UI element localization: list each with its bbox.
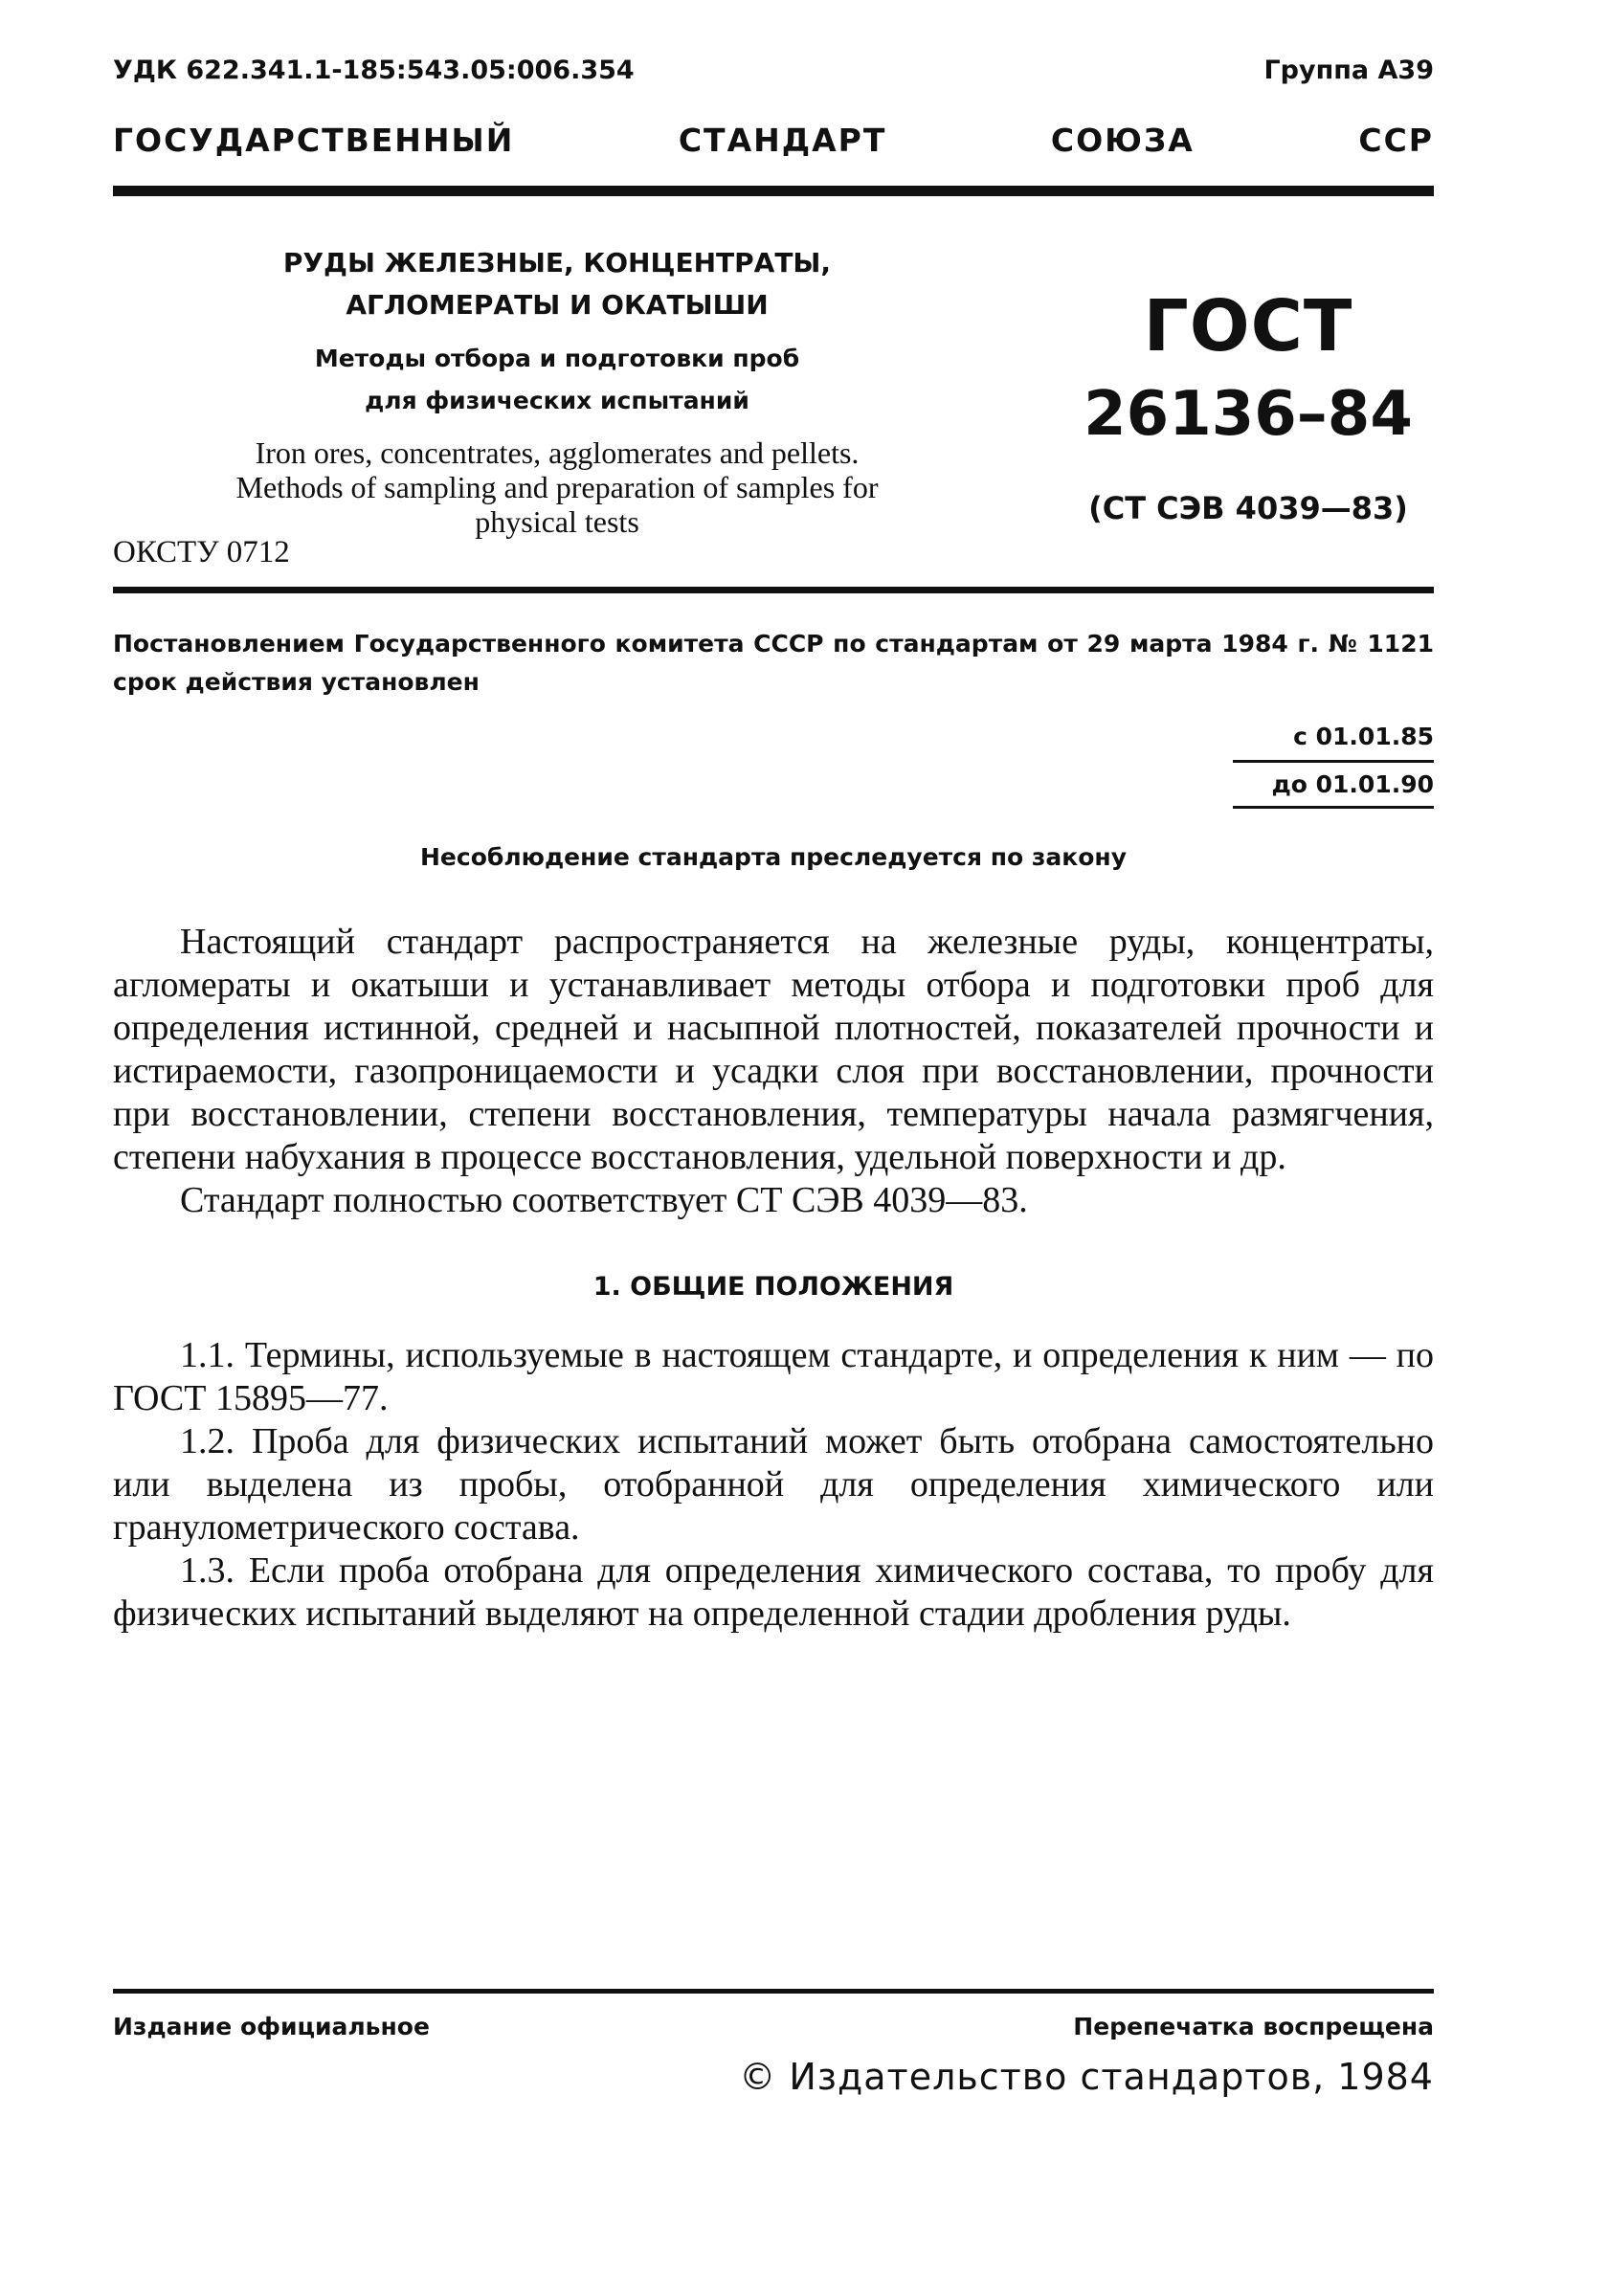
page-footer [113, 1989, 1434, 2098]
intro-paragraph-1: Настоящий стандарт распространяется на железные руды, концентраты, агломераты и окатыши и устанавливает методы отбора и подготовки проб для определения истинной, средней и насыпной плотностей, показателей прочности и истираемости, газопроницаемости и усадки слоя при восстановлении, прочности при восстановлении, степени восстановления, температуры начала размягчения, степени набухания в процессе восстановления, удельной поверхности и др. [113, 922, 1434, 1177]
gost-number: 26136–84 [1084, 379, 1413, 450]
section-1-body [113, 1334, 1434, 1636]
state-word-4: ССР [1358, 122, 1434, 159]
gost-label: ГОСТ [1143, 285, 1353, 368]
title-main-line-1: РУДЫ ЖЕЛЕЗНЫЕ, КОНЦЕНТРАТЫ, [282, 247, 832, 279]
gost-designation [1062, 284, 1434, 529]
title-en-line-1: Iron ores, concentrates, agglomerates and pellets. [255, 435, 860, 470]
state-word-3: СОЮЗА [1050, 122, 1195, 159]
state-word-1: ГОСУДАРСТВЕННЫЙ [113, 122, 515, 159]
udk-code: УДК 622.341.1-185:543.05:006.354 [113, 56, 635, 85]
header-top-row [113, 56, 1434, 85]
section-1-heading: 1. ОБЩИЕ ПОЛОЖЕНИЯ [592, 1272, 954, 1302]
reprint-notice: Перепечатка воспрещена [1073, 2013, 1434, 2040]
validity-dates [1233, 723, 1434, 809]
official-edition: Издание официальное [113, 2013, 430, 2040]
document-page [113, 56, 1434, 1636]
state-word-2: СТАНДАРТ [678, 122, 887, 159]
title-en-line-2: Methods of sampling and preparation of samples for [235, 470, 879, 504]
title-en-line-3: physical tests [475, 504, 639, 539]
intro-paragraph-2: Стандарт полностью соответствует СТ СЭВ 4039—83. [180, 1180, 1028, 1220]
group-code: Группа А39 [1263, 56, 1434, 85]
valid-to: до 01.01.90 [1233, 763, 1434, 809]
header-divider [113, 186, 1434, 196]
intro-text [113, 921, 1434, 1222]
publisher-copyright: © Издательство стандартов, 1984 [739, 2056, 1434, 2098]
title-sub-line-1: Методы отбора и подготовки проб [314, 345, 800, 372]
title-text [113, 242, 1001, 539]
clause-1-1: 1.1. Термины, используемые в настоящем стандарте, и определения к ним — по ГОСТ 15895—77. [113, 1335, 1434, 1418]
state-standard-line [113, 122, 1434, 159]
title-subtitle [113, 338, 1001, 422]
title-main [113, 242, 1001, 326]
decree-text: Постановлением Государственного комитета СССР по стандартам от 29 марта 1984 г. № 1121 срок действия установлен [113, 630, 1434, 696]
title-main-line-2: АГЛОМЕРАТЫ И ОКАТЫШИ [346, 289, 769, 321]
footer-row [113, 2013, 1434, 2040]
clause-1-2: 1.2. Проба для физических испытаний может быть отобрана самостоятельно или выделена из пробы, отобранной для определения химического или гранулометрического состава. [113, 1421, 1434, 1548]
valid-from: с 01.01.85 [1233, 723, 1434, 763]
gost-equivalent: (СТ СЭВ 4039—83) [1088, 490, 1408, 526]
title-english [113, 435, 1001, 539]
legal-warning: Несоблюдение стандарта преследуется по закону [420, 843, 1127, 871]
footer-divider [113, 1989, 1434, 1994]
title-divider [113, 587, 1434, 593]
clause-1-3: 1.3. Если проба отобрана для определения химического состава, то пробу для физических испытаний выделяют на определенной стадии дробления руды. [113, 1550, 1434, 1634]
title-block [113, 215, 1434, 617]
okstu-code: ОКСТУ 0712 [113, 535, 290, 569]
title-sub-line-2: для физических испытаний [365, 387, 749, 414]
